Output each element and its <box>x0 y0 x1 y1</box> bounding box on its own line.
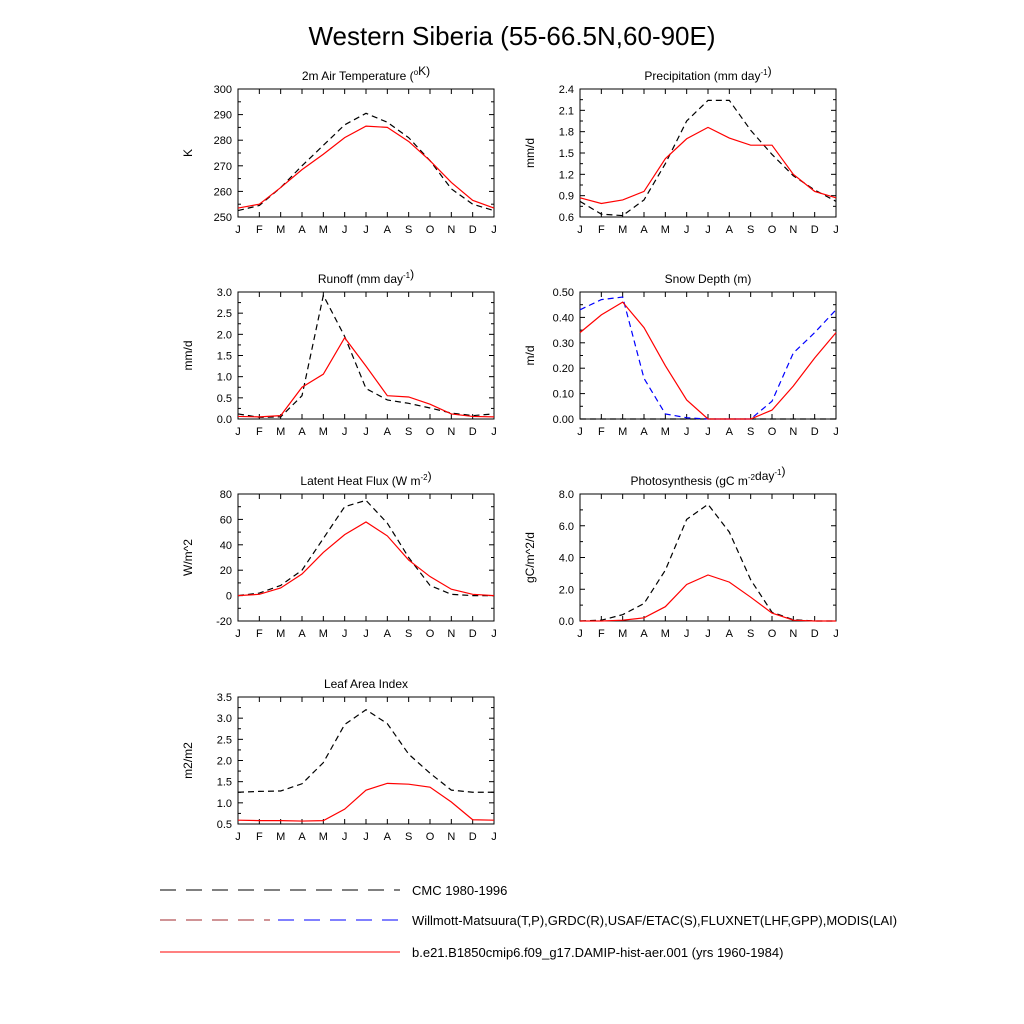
x-tick-label: N <box>447 831 456 843</box>
x-tick-label: A <box>298 831 306 843</box>
x-tick-label: J <box>491 628 497 640</box>
x-tick-label: S <box>404 426 413 438</box>
series-line-obs <box>580 100 836 215</box>
x-tick-label: M <box>276 426 286 438</box>
panel-title-part: Photosynthesis (gC m <box>630 474 748 488</box>
x-tick-label: J <box>235 628 241 640</box>
x-tick-label: O <box>767 224 777 236</box>
x-tick-label: M <box>660 224 670 236</box>
y-tick-label: 0.0 <box>216 414 232 426</box>
x-tick-label: D <box>468 831 477 843</box>
plot-frame <box>580 494 836 621</box>
x-tick-label: A <box>298 426 306 438</box>
y-tick-label: 300 <box>213 84 232 96</box>
x-tick-label: A <box>640 426 648 438</box>
x-tick-label: O <box>425 426 435 438</box>
series-line-model <box>580 127 836 203</box>
x-tick-label: J <box>491 426 497 438</box>
y-tick-label: 1.0 <box>216 797 232 810</box>
y-tick-label: 0.10 <box>552 388 574 401</box>
y-tick-label: 0.0 <box>558 616 574 628</box>
x-tick-label: A <box>383 426 392 438</box>
y-tick-label: 1.5 <box>216 776 232 789</box>
series-line-cmc <box>580 297 836 419</box>
x-tick-label: J <box>341 426 348 438</box>
legend-entry <box>160 913 897 928</box>
y-tick-label: 3.5 <box>216 692 232 704</box>
panel-title <box>631 464 786 488</box>
x-tick-label: J <box>577 628 583 640</box>
x-tick-label: M <box>660 426 670 438</box>
x-tick-label: J <box>705 224 711 236</box>
plot-frame <box>238 494 494 621</box>
x-tick-label: A <box>298 628 306 640</box>
panel-title-superscript: -1 <box>760 68 768 77</box>
y-axis-label: m2/m2 <box>181 742 195 779</box>
x-tick-label: S <box>746 426 755 438</box>
legend-label: b.e21.B1850cmip6.f09_g17.DAMIP-hist-aer.001 (yrs 1960-1984) <box>412 945 784 960</box>
y-tick-label: 1.0 <box>216 371 232 384</box>
y-tick-label: 250 <box>213 212 232 224</box>
x-tick-label: O <box>425 831 435 843</box>
x-tick-label: S <box>404 628 413 640</box>
x-tick-label: J <box>341 628 348 640</box>
y-tick-label: 2.1 <box>558 105 574 118</box>
x-tick-label: F <box>597 628 605 640</box>
x-tick-label: M <box>318 628 328 640</box>
x-tick-label: J <box>341 224 348 236</box>
x-tick-label: D <box>468 224 477 236</box>
y-tick-label: 290 <box>213 109 232 122</box>
y-tick-label: 0.50 <box>552 287 574 299</box>
legend-label: CMC 1980-1996 <box>412 883 508 898</box>
x-tick-label: J <box>833 426 839 438</box>
x-tick-label: J <box>577 224 583 236</box>
y-axis-label: W/m^2 <box>181 539 195 576</box>
x-tick-label: J <box>833 224 839 236</box>
x-tick-label: M <box>276 628 286 640</box>
series-line-model <box>238 126 494 208</box>
x-tick-label: D <box>810 224 819 236</box>
panel-title-superscript: -2 <box>747 473 756 482</box>
y-tick-label: -20 <box>216 616 232 628</box>
y-axis-label: mm/d <box>523 138 537 168</box>
x-tick-label: M <box>618 224 628 236</box>
series-line-obs <box>238 500 494 595</box>
x-tick-label: J <box>683 224 690 236</box>
plot-frame <box>580 89 836 217</box>
y-tick-label: 1.8 <box>558 126 574 139</box>
x-tick-label: S <box>404 831 413 843</box>
panel-title-superscript: o <box>413 68 419 77</box>
legend <box>160 883 897 960</box>
y-tick-label: 270 <box>213 160 232 173</box>
y-tick-label: 2.0 <box>216 755 232 768</box>
x-tick-label: A <box>298 224 306 236</box>
chart-panel-5 <box>523 464 839 640</box>
y-tick-label: 80 <box>219 489 232 501</box>
x-tick-label: M <box>318 831 328 843</box>
x-tick-label: N <box>789 628 798 640</box>
panel-title <box>324 677 408 691</box>
x-tick-label: D <box>810 426 819 438</box>
x-tick-label: O <box>425 224 435 236</box>
x-tick-label: J <box>235 831 241 843</box>
panel-title <box>300 469 431 488</box>
series-line-model <box>238 783 494 821</box>
chart-panel-6 <box>181 677 497 843</box>
y-axis-label: mm/d <box>181 340 195 371</box>
x-tick-label: J <box>705 426 711 438</box>
y-tick-label: 1.2 <box>558 169 574 182</box>
series-line-model <box>238 338 494 417</box>
panel-title-part: Leaf Area Index <box>323 677 409 691</box>
panel-title-superscript: -2 <box>420 473 428 482</box>
y-tick-label: 0 <box>225 590 232 603</box>
panel-title-part: Snow Depth (m) <box>664 272 752 286</box>
x-tick-label: N <box>447 426 456 438</box>
x-tick-label: J <box>491 831 497 843</box>
y-tick-label: 280 <box>213 135 232 148</box>
panel-title-part: ) <box>781 464 786 478</box>
x-tick-label: F <box>255 628 263 640</box>
panel-title-part: day <box>755 469 775 483</box>
x-tick-label: F <box>597 426 605 438</box>
panel-title-part: Runoff (mm day <box>317 272 404 286</box>
y-tick-label: 40 <box>219 539 232 552</box>
figure-title: Western Siberia (55-66.5N,60-90E) <box>308 21 716 51</box>
panel-title-part: 2m Air Temperature ( <box>301 69 414 83</box>
y-axis-label: K <box>181 148 195 158</box>
panel-title-part: ) <box>410 267 415 281</box>
y-tick-label: 6.0 <box>558 520 574 533</box>
x-tick-label: S <box>746 224 755 236</box>
panel-title <box>302 64 430 83</box>
chart-panel-3 <box>523 272 839 438</box>
x-tick-label: M <box>660 628 670 640</box>
x-tick-label: D <box>468 426 477 438</box>
y-tick-label: 0.5 <box>216 819 232 831</box>
y-tick-label: 0.00 <box>552 414 574 426</box>
y-tick-label: 0.30 <box>552 337 574 350</box>
series-line-obs <box>238 295 494 417</box>
x-tick-label: J <box>705 628 711 640</box>
y-tick-label: 8.0 <box>558 489 574 501</box>
x-tick-label: N <box>789 224 798 236</box>
panel-title <box>644 64 771 83</box>
x-tick-label: A <box>640 628 648 640</box>
plot-frame <box>580 292 836 419</box>
x-tick-label: J <box>235 426 241 438</box>
y-tick-label: 60 <box>219 514 232 527</box>
y-tick-label: 0.9 <box>558 190 574 203</box>
series-line-obs <box>580 504 836 621</box>
series-line-model <box>238 522 494 596</box>
series-line-obs <box>238 113 494 210</box>
plot-frame <box>238 89 494 217</box>
x-tick-label: S <box>746 628 755 640</box>
x-tick-label: O <box>767 628 777 640</box>
panel-title-part: K) <box>418 64 431 78</box>
panel-title-superscript: -1 <box>403 271 411 280</box>
x-tick-label: J <box>683 426 690 438</box>
y-tick-label: 0.6 <box>558 212 574 224</box>
panel-title-part: ) <box>427 469 432 483</box>
x-tick-label: O <box>425 628 435 640</box>
y-tick-label: 20 <box>219 565 232 578</box>
x-tick-label: D <box>468 628 477 640</box>
x-tick-label: J <box>235 224 241 236</box>
y-tick-label: 260 <box>213 186 232 199</box>
y-tick-label: 2.4 <box>558 84 574 96</box>
panel-title-part: Latent Heat Flux (W m <box>300 474 421 488</box>
panel-title-part: ) <box>767 64 772 78</box>
x-tick-label: D <box>810 628 819 640</box>
y-axis-label: m/d <box>523 345 537 366</box>
y-tick-label: 0.5 <box>216 392 232 405</box>
x-tick-label: J <box>683 628 690 640</box>
x-tick-label: A <box>725 224 734 236</box>
x-tick-label: F <box>255 426 263 438</box>
x-tick-label: O <box>767 426 777 438</box>
y-tick-label: 2.5 <box>216 734 232 747</box>
panels <box>181 64 839 843</box>
panel-title-superscript: -1 <box>774 468 782 477</box>
x-tick-label: A <box>383 831 392 843</box>
x-tick-label: S <box>404 224 413 236</box>
x-tick-label: A <box>725 628 734 640</box>
plot-frame <box>238 292 494 419</box>
x-tick-label: M <box>618 426 628 438</box>
panel-title-part: Precipitation (mm day <box>644 69 761 83</box>
y-tick-label: 0.40 <box>552 312 574 325</box>
y-tick-label: 2.0 <box>558 584 574 597</box>
x-tick-label: M <box>318 224 328 236</box>
panel-title <box>318 267 414 286</box>
x-tick-label: J <box>363 831 369 843</box>
legend-entry <box>160 945 783 960</box>
x-tick-label: A <box>640 224 648 236</box>
x-tick-label: A <box>725 426 734 438</box>
x-tick-label: J <box>491 224 497 236</box>
x-tick-label: J <box>363 628 369 640</box>
panel-title <box>665 272 752 286</box>
series-line-model <box>580 302 836 419</box>
y-tick-label: 2.0 <box>216 329 232 342</box>
series-line-model <box>580 575 836 621</box>
y-tick-label: 2.5 <box>216 308 232 321</box>
x-tick-label: J <box>341 831 348 843</box>
y-tick-label: 1.5 <box>216 350 232 363</box>
x-tick-label: J <box>363 224 369 236</box>
chart-panel-1 <box>523 64 839 236</box>
chart-panel-0 <box>181 64 497 236</box>
series-line-obs <box>238 710 494 793</box>
x-tick-label: N <box>789 426 798 438</box>
x-tick-label: A <box>383 224 392 236</box>
x-tick-label: M <box>618 628 628 640</box>
x-tick-label: F <box>255 831 263 843</box>
legend-entry <box>160 883 507 898</box>
legend-label: Willmott-Matsuura(T,P),GRDC(R),USAF/ETAC(S),FLUXNET(LHF,GPP),MODIS(LAI) <box>412 913 898 928</box>
y-tick-label: 3.0 <box>216 713 232 726</box>
x-tick-label: A <box>383 628 392 640</box>
chart-panel-2 <box>181 267 497 438</box>
chart-panel-4 <box>181 469 497 640</box>
y-axis-label: gC/m^2/d <box>523 532 537 583</box>
x-tick-label: J <box>833 628 839 640</box>
x-tick-label: M <box>276 224 286 236</box>
y-tick-label: 0.20 <box>552 363 574 376</box>
y-tick-label: 1.5 <box>558 148 574 160</box>
x-tick-label: F <box>597 224 605 236</box>
x-tick-label: N <box>447 628 456 640</box>
x-tick-label: M <box>276 831 286 843</box>
x-tick-label: J <box>577 426 583 438</box>
x-tick-label: N <box>447 224 456 236</box>
x-tick-label: F <box>255 224 263 236</box>
x-tick-label: M <box>318 426 328 438</box>
x-tick-label: J <box>363 426 369 438</box>
y-tick-label: 4.0 <box>558 552 574 565</box>
y-tick-label: 3.0 <box>216 287 232 299</box>
